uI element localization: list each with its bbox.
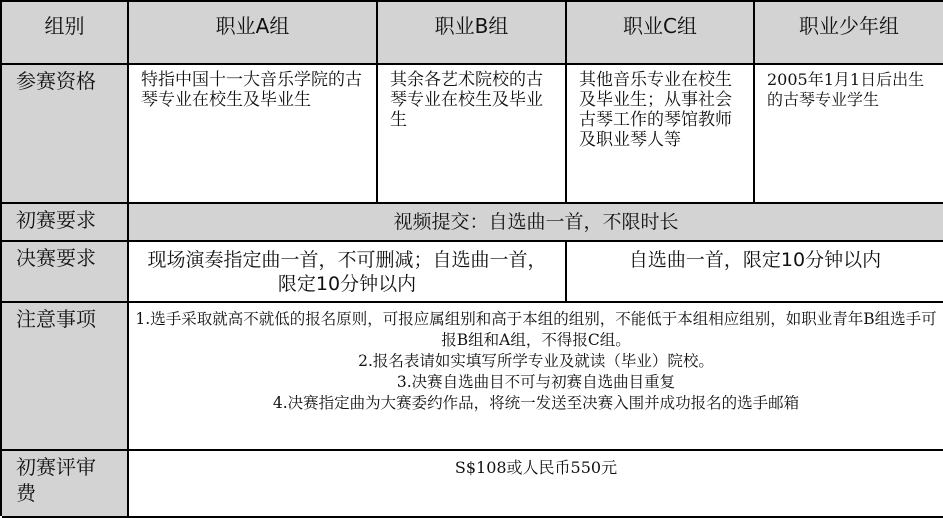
eligibility-c: 其他音乐专业在校生及毕业生；从事社会古琴工作的琴馆教师及职业琴人等 bbox=[567, 65, 755, 204]
header-group bbox=[2, 2, 129, 65]
final-requirement-c-youth: 自选曲一首，限定10分钟以内 bbox=[567, 242, 943, 303]
row-label-fee: 初赛评审费 bbox=[2, 451, 129, 518]
notes-item: 3.决赛自选曲目不可与初赛自选曲目重复 bbox=[396, 373, 676, 391]
row-label-preliminary: 初赛要求 bbox=[2, 204, 129, 242]
eligibility-b: 其余各艺术院校的古琴专业在校生及毕业生 bbox=[378, 65, 567, 204]
header-group-label: 组别 bbox=[44, 14, 85, 38]
preliminary-requirement: 视频提交：自选曲一首，不限时长 bbox=[129, 204, 943, 242]
header-group-b-label: 职业B组 bbox=[434, 14, 509, 38]
header-group-youth bbox=[755, 2, 943, 65]
notes-item: 2.报名表请如实填写所学专业及就读（毕业）院校。 bbox=[358, 352, 714, 370]
row-label-eligibility: 参赛资格 bbox=[2, 65, 129, 204]
row-label-notes: 注意事项 bbox=[2, 303, 129, 451]
eligibility-a: 特指中国十一大音乐学院的古琴专业在校生及毕业生 bbox=[129, 65, 378, 204]
header-group-c bbox=[567, 2, 755, 65]
header-group-youth-label: 职业少年组 bbox=[799, 14, 899, 38]
header-group-b bbox=[378, 2, 567, 65]
header-group-a bbox=[129, 2, 378, 65]
notes-item: 4.决赛指定曲为大赛委约作品，将统一发送至决赛入围并成功报名的选手邮箱 bbox=[272, 394, 800, 412]
notes-item: 1.选手采取就高不就低的报名原则，可报应属组别和高于本组的组别，不能低于本组相应组别，如职业青年B组选手可报B组和A组，不得报C组。 bbox=[135, 310, 937, 349]
row-label-final: 决赛要求 bbox=[2, 242, 129, 303]
header-group-c-label: 职业C组 bbox=[623, 14, 697, 38]
header-group-a-label: 职业A组 bbox=[215, 14, 290, 38]
notes-content bbox=[129, 303, 943, 451]
eligibility-youth: 2005年1月1日后出生的古琴专业学生 bbox=[755, 65, 943, 204]
fee-value: S$108或人民币550元 bbox=[129, 451, 943, 518]
final-requirement-ab: 现场演奏指定曲一首，不可删减；自选曲一首，限定10分钟以内 bbox=[129, 242, 567, 303]
